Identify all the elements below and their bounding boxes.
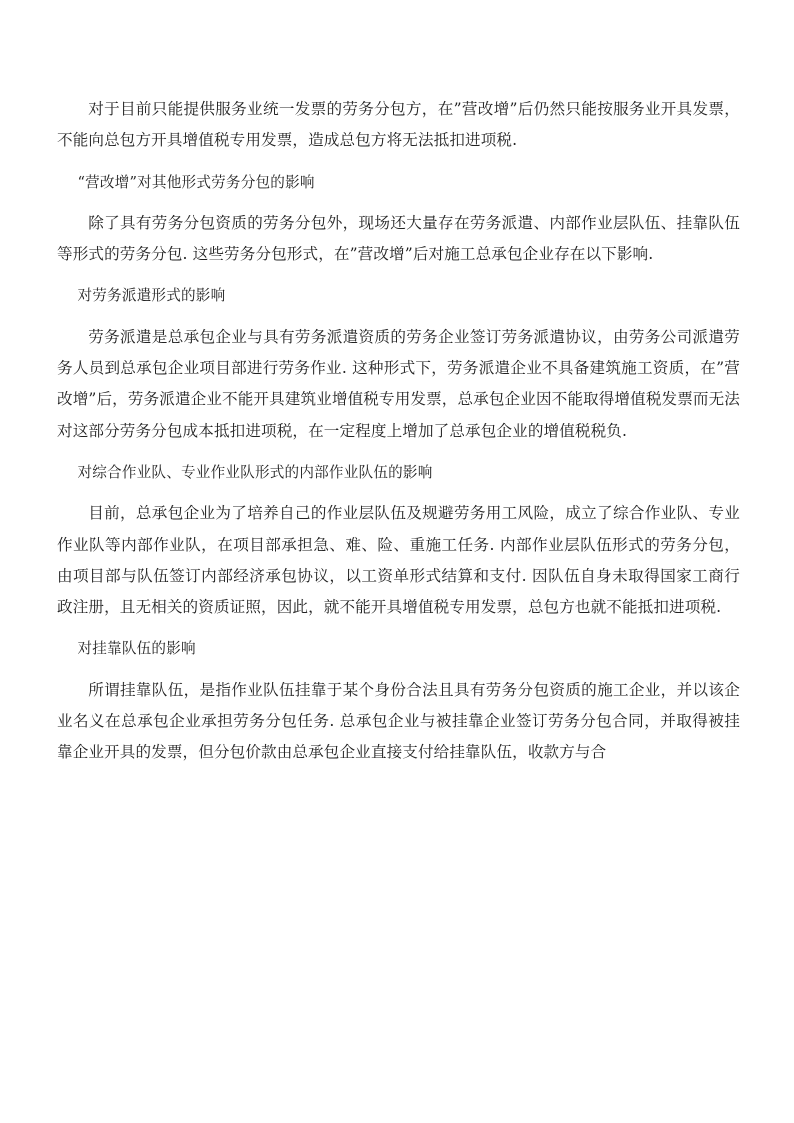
document-page — [57, 94, 740, 779]
heading-labor-dispatch: 对劳务派遣形式的影响 — [77, 287, 226, 305]
paragraph-affiliated-teams: 所谓挂靠队伍，是指作业队伍挂靠于某个身份合法且具有劳务分包资质的施工企业，并以该企业名义在总承包企业承担劳务分包任务. 总承包企业与被挂靠企业签订劳务分包合同，并取得被挂靠企业开具的发票，但分包价款由总承包企业直接支付给挂靠队伍，收款方与合 — [57, 680, 740, 762]
heading-other-forms: “营改增”对其他形式劳务分包的影响 — [77, 173, 315, 191]
heading-internal-teams: 对综合作业队、专业作业队形式的内部作业队伍的影响 — [77, 463, 433, 481]
paragraph-other-forms: 除了具有劳务分包资质的劳务分包外，现场还大量存在劳务派遣、内部作业层队伍、挂靠队伍等形式的劳务分包. 这些劳务分包形式，在”营改增”后对施工总承包企业存在以下影响. — [57, 213, 740, 264]
paragraph-intro-tail: 对于目前只能提供服务业统一发票的劳务分包方，在”营改增”后仍然只能按服务业开具发票，不能向总包方开具增值税专用发票，造成总包方将无法抵扣进项税. — [57, 100, 740, 150]
heading-affiliated-teams: 对挂靠队伍的影响 — [77, 640, 196, 658]
paragraph-labor-dispatch: 劳务派遣是总承包企业与具有劳务派遣资质的劳务企业签订劳务派遣协议，由劳务公司派遣劳务人员到总承包企业项目部进行劳务作业. 这种形式下，劳务派遣企业不具备建筑施工资质，在”营改增”后，劳务派遣企业不能开具建筑业增值税专用发票，总承包企业因不能取得增值税发票而无法对这部分劳务分包成本抵扣进项税，在一定程度上增加了总承包企业的增值税税负. — [57, 327, 740, 440]
paragraph-internal-teams: 目前，总承包企业为了培养自己的作业层队伍及规避劳务用工风险，成立了综合作业队、专业作业队等内部作业队，在项目部承担急、难、险、重施工任务. 内部作业层队伍形式的劳务分包，由项目部与队伍签订内部经济承包协议，以工资单形式结算和支付. 因队伍自身未取得国家工商行政注册，且无相关的资质证照，因此，就不能开具增值税专用发票，总包方也就不能抵扣进项税. — [57, 504, 740, 617]
